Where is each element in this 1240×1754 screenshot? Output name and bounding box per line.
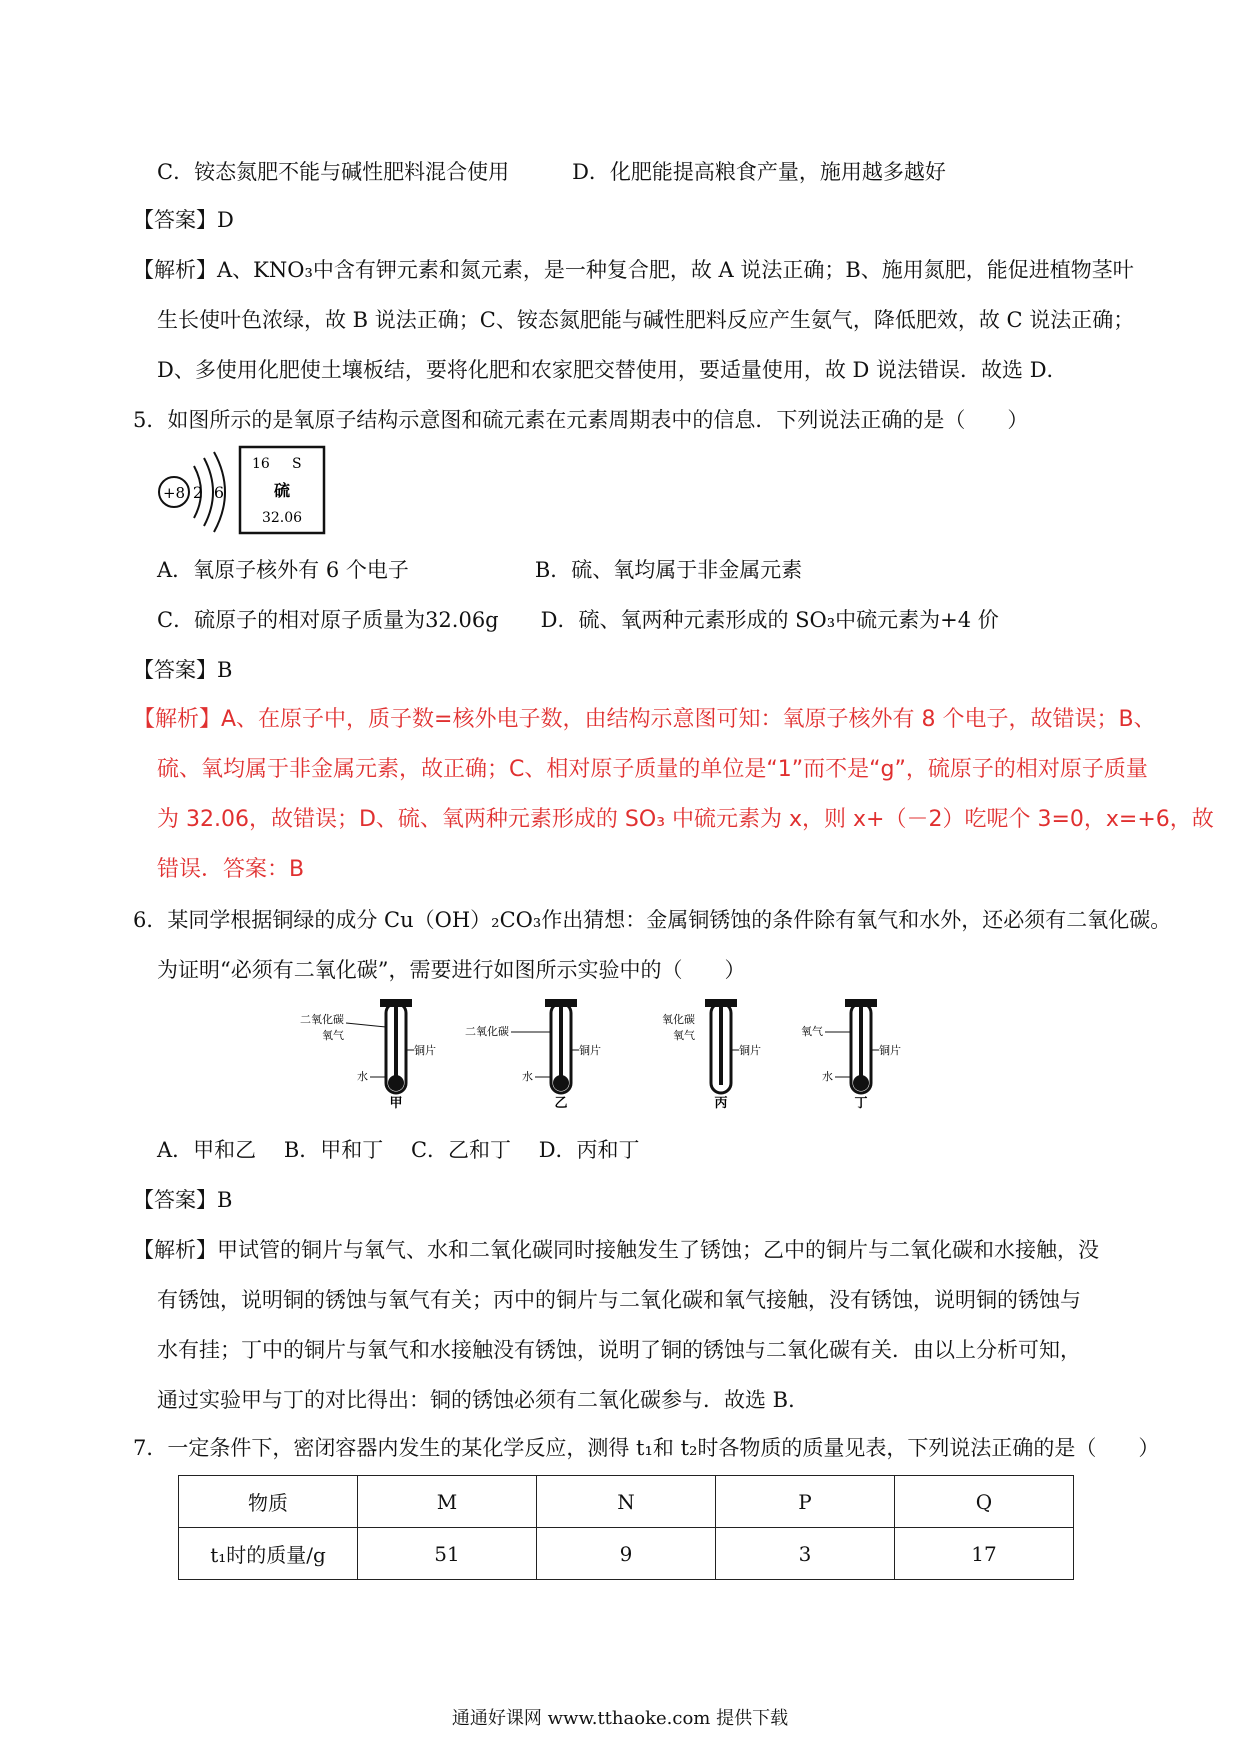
svg-text:二氧化碳: 二氧化碳 (300, 1013, 344, 1026)
analysis-q6-line3: 水有挂；丁中的铜片与氧气和水接触没有锈蚀，说明了铜的锈蚀与二氧化碳有关．由以上分析可知， (157, 1338, 1081, 1362)
svg-text:乙: 乙 (554, 1096, 568, 1111)
analysis-q5-line2: 硫、氧均属于非金属元素，故正确；C、相对原子质量的单位是“1”而不是“g”，硫原子的相对原子质量 (157, 757, 1148, 782)
table-cell: t₁时的质量/g (179, 1528, 358, 1580)
svg-text:水: 水 (357, 1070, 368, 1083)
svg-text:氧气: 氧气 (322, 1029, 344, 1042)
option-c-d-q4: C．铵态氮肥不能与碱性肥料混合使用 D．化肥能提高粮食产量，施用越多越好 (157, 160, 946, 184)
element-symbol: S (292, 456, 302, 472)
svg-text:二氧化碳: 二氧化碳 (465, 1025, 509, 1038)
question-7: 7．一定条件下，密闭容器内发生的某化学反应，测得 t₁和 t₂时各物质的质量见表，下列说法正确的是（ ） (133, 1436, 1160, 1460)
nucleus-charge: +8 (162, 484, 186, 502)
question-5: 5．如图所示的是氧原子结构示意图和硫元素在元素周期表中的信息．下列说法正确的是（ ） (133, 408, 1029, 432)
table-cell: 17 (895, 1528, 1074, 1580)
tube-bing (662, 999, 761, 1111)
tube-ding (801, 999, 901, 1111)
test-tubes-figure (300, 995, 930, 1111)
table-header-cell: P (716, 1476, 895, 1528)
analysis-q6-line4: 通过实验甲与丁的对比得出：铜的锈蚀必须有二氧化碳参与．故选 B． (157, 1388, 810, 1412)
question-6-line2: 为证明“必须有二氧化碳”，需要进行如图所示实验中的（ ） (157, 958, 746, 982)
shell1-electrons: 2 (192, 483, 204, 502)
svg-text:丁: 丁 (854, 1096, 868, 1111)
svg-text:铜片: 铜片 (739, 1044, 761, 1057)
electron-shell-2 (204, 458, 213, 526)
tube-jia (300, 999, 436, 1111)
table-cell: 51 (358, 1528, 537, 1580)
svg-text:铜片: 铜片 (414, 1044, 436, 1057)
answer-q6: 【答案】B (133, 1188, 233, 1212)
table-header-cell: M (358, 1476, 537, 1528)
table-row (179, 1476, 1074, 1528)
analysis-q4-line1: 【解析】A、KNO₃中含有钾元素和氮元素，是一种复合肥，故 A 说法正确；B、施用氮肥，能促进植物茎叶 (133, 258, 1134, 282)
options-q6: A．甲和乙 B．甲和丁 C．乙和丁 D．丙和丁 (157, 1138, 640, 1162)
table-header-cell: Q (895, 1476, 1074, 1528)
analysis-q4-line2: 生长使叶色浓绿，故 B 说法正确；C、铵态氮肥能与碱性肥料反应产生氨气，降低肥效，故 C 说法正确； (157, 308, 1135, 332)
atomic-number: 16 (252, 456, 270, 472)
atomic-mass: 32.06 (261, 510, 303, 526)
answer-q4: 【答案】D (133, 208, 234, 232)
svg-text:水: 水 (822, 1070, 833, 1083)
svg-text:氧气: 氧气 (801, 1025, 823, 1038)
shell2-electrons: 6 (213, 483, 225, 502)
answer-q5: 【答案】B (133, 658, 233, 682)
analysis-q6-line1: 【解析】甲试管的铜片与氧气、水和二氧化碳同时接触发生了锈蚀；乙中的铜片与二氧化碳和水接触，没 (133, 1238, 1099, 1262)
table-row (179, 1528, 1074, 1580)
svg-text:氧化碳: 氧化碳 (662, 1013, 695, 1026)
page-footer: 通通好课网 www.tthaoke.com 提供下载 (451, 1708, 789, 1729)
svg-text:水: 水 (522, 1070, 533, 1083)
svg-text:甲: 甲 (389, 1096, 403, 1111)
table-header-cell: 物质 (179, 1476, 358, 1528)
options-c-d-q5: C．硫原子的相对原子质量为32.06g D．硫、氧两种元素形成的 SO₃中硫元素为+4 价 (157, 608, 999, 632)
table-header-cell: N (537, 1476, 716, 1528)
table-cell: 3 (716, 1528, 895, 1580)
svg-text:氧气: 氧气 (673, 1029, 695, 1042)
analysis-q5-line1: 【解析】A、在原子中，质子数=核外电子数，由结构示意图可知：氧原子核外有 8 个电子，故错误；B、 (133, 707, 1156, 732)
analysis-q5-line4: 错误．答案：B (157, 857, 305, 882)
analysis-q6-line2: 有锈蚀，说明铜的锈蚀与氧气有关；丙中的铜片与二氧化碳和氧气接触，没有锈蚀，说明铜的锈蚀与 (157, 1288, 1081, 1312)
analysis-q4-line3: D、多使用化肥使土壤板结，要将化肥和农家肥交替使用，要适量使用，故 D 说法错误．故选 D． (157, 358, 1068, 382)
svg-text:铜片: 铜片 (879, 1044, 901, 1057)
svg-text:铜片: 铜片 (579, 1044, 601, 1057)
table-cell: 9 (537, 1528, 716, 1580)
analysis-q5-line3: 为 32.06，故错误；D、硫、氧两种元素形成的 SO₃ 中硫元素为 x，则 x+（－2）吃呢个 3=0，x=+6，故 (157, 807, 1214, 832)
element-name: 硫 (273, 481, 291, 500)
tube-yi (465, 999, 601, 1111)
svg-text:丙: 丙 (714, 1096, 728, 1111)
atom-structure-diagram (152, 444, 327, 544)
question-6-line1: 6．某同学根据铜绿的成分 Cu（OH）₂CO₃作出猜想：金属铜锈蚀的条件除有氧气和水外，还必须有二氧化碳。 (133, 908, 1172, 932)
mass-table (178, 1475, 1074, 1580)
options-a-b-q5: A．氧原子核外有 6 个电子 B．硫、氧均属于非金属元素 (157, 558, 803, 582)
